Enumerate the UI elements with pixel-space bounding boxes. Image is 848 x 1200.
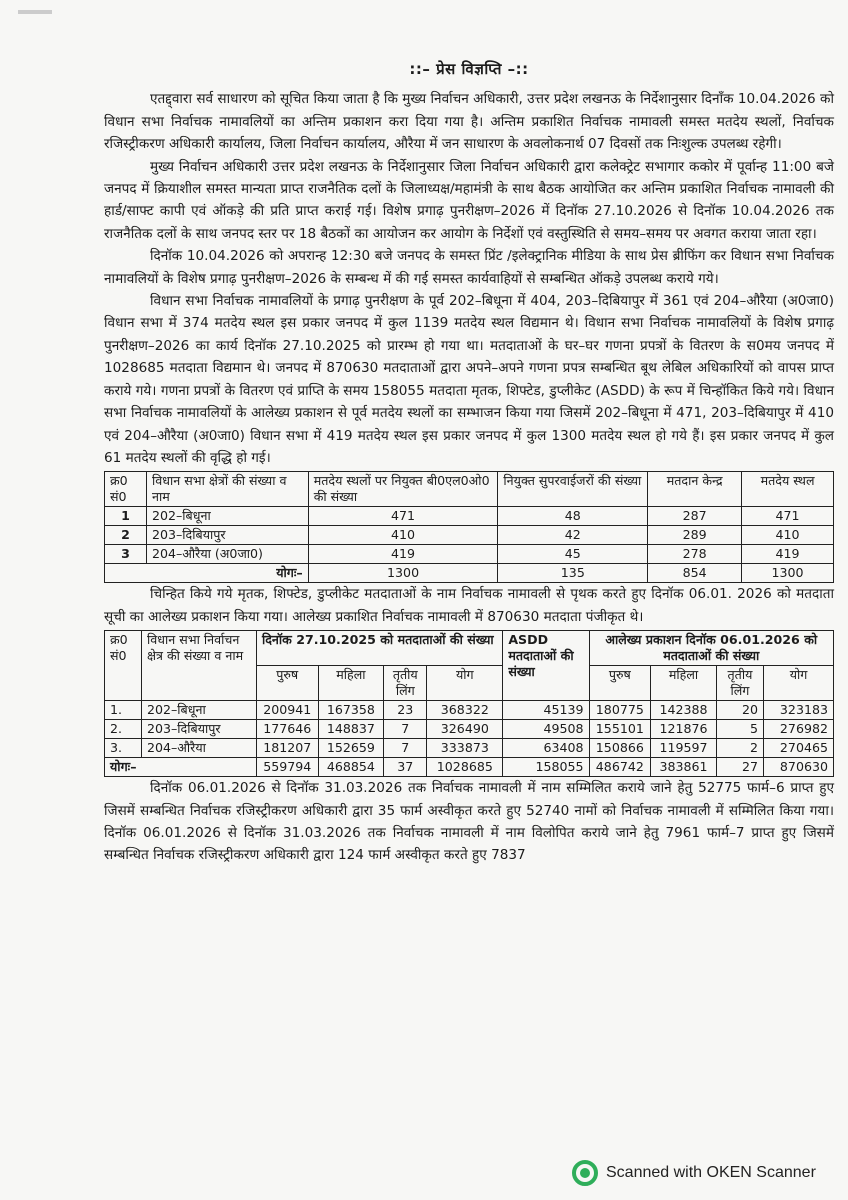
table-cell: 155101 [589,720,651,739]
table-cell: 202–बिधूना [146,507,308,526]
table-row [105,739,834,758]
table-cell: 27 [716,758,763,777]
total-label: योगः– [105,758,257,777]
table-header-cell: नियुक्त सुपरवाईजरों की संख्या [498,472,648,507]
table-cell: 152659 [318,739,384,758]
table-cell: 3 [105,545,147,564]
table-cell: 278 [648,545,742,564]
table-cell: 559794 [256,758,318,777]
scanner-logo-icon [572,1160,598,1186]
table-cell: 419 [742,545,834,564]
table-header-cell: विधान सभा निर्वाचन क्षेत्र की संख्या व नाम [141,631,256,701]
table-cell: 383861 [651,758,717,777]
table-header-cell: तृतीय लिंग [384,666,427,701]
voters-count-table [104,630,834,777]
table-header-cell: पुरुष [256,666,318,701]
table-cell: 1 [105,507,147,526]
table-cell: 410 [308,526,498,545]
table-cell: 419 [308,545,498,564]
paragraph-4: विधान सभा निर्वाचक नामावलियों के प्रगाढ़ पुनरीक्षण के पूर्व 202–बिधूना में 404, 203–दिबियापुर में 361 एवं 204–औरैया (अ0जा0) विधान सभा में 374 मतदेय स्थल इस प्रकार जनपद में कुल 1139 मतदेय स्थल विद्यमान थे। विधान सभा निर्वाचक नामावलियों के विशेष प्रगाढ़ पुनरीक्षण–2026 का कार्य दिनॉक 27.10.2025 को प्रारम्भ हो गया था। मतदाताओं के घर–घर गणना प्रपत्रों के वितरण के स0मय जनपद में 1028685 मतदाता विद्यमान थे। जनपद में 870630 मतदाताओं द्वारा अपने–अपने गणना प्रपत्र सम्बन्धित बूथ लेबिल अधिकारियों को वापस प्राप्त कराये गये। गणना प्रपत्रों के वितरण एवं प्राप्ति के समय 158055 मतदाता मृतक, शिफ्टेड, डुप्लीकेट (ASDD) के रूप में चिन्हॉकित किये गये। विधान सभा निर्वाचक नामावलियों के आलेख्य प्रकाशन से पूर्व मतदेय स्थलों का सम्भाजन किया गया जिसमें 202–बिधूना में 471, 203–दिबियापुर में 410 एवं 204–औरैया (अ0जा0) विधान सभा में 419 मतदेय स्थल इस प्रकार जनपद में कुल 1300 मतदेय स्थल हो गये हैं। इस प्रकार जनपद में कुल 61 मतदेय स्थलों की वृद्धि हो गई। [104,293,834,466]
table-cell: 203–दिबियापुर [146,526,308,545]
table-cell: 1300 [308,564,498,583]
table-cell: 121876 [651,720,717,739]
table-cell: 204–औरैया [141,739,256,758]
table-row [105,526,834,545]
table-cell: 471 [742,507,834,526]
table-cell: 468854 [318,758,384,777]
table-header-row [105,472,834,507]
table-header-cell: मतदेय स्थल [742,472,834,507]
table-header-cell: योग [427,666,503,701]
total-label: योगः– [105,564,309,583]
paragraph-6: दिनॉक 06.01.2026 से दिनॉक 31.03.2026 तक निर्वाचक नामावली में नाम सम्मिलित कराये जाने हेतु 52775 फार्म–6 प्राप्त हुए जिसमें सम्बन्धित निर्वाचक रजिस्ट्रीकरण अधिकारी द्वारा 35 फार्म अस्वीकृत करते हुए 52740 नामों को निर्वाचक नामावली में सम्मिलित किया गया। दिनॉक 06.01.2026 से दिनॉक 31.03.2026 तक निर्वाचक नामावली में नाम विलोपित कराये जाने हेतु 7961 फार्म–7 प्राप्त हुए जिसमें सम्बन्धित निर्वाचक रजिस्ट्रीकरण अधिकारी द्वारा 124 फार्म अस्वीकृत करते हुए 7837 [104,780,834,864]
table-cell: 276982 [764,720,834,739]
table-cell: 135 [498,564,648,583]
table-cell: 181207 [256,739,318,758]
table-cell: 63408 [503,739,589,758]
table-cell: 7 [384,739,427,758]
table-cell: 3. [105,739,142,758]
table-cell: 119597 [651,739,717,758]
table-cell: 23 [384,701,427,720]
table-cell: 49508 [503,720,589,739]
table-header-cell: विधान सभा क्षेत्रों की संख्या व नाम [146,472,308,507]
table-cell: 2 [105,526,147,545]
table-total-row [105,758,834,777]
table-row [105,545,834,564]
polling-stations-table [104,471,834,583]
table-cell: 270465 [764,739,834,758]
table-cell: 7 [384,720,427,739]
table-header-cell: योग [764,666,834,701]
table-header-cell: ASDD मतदाताओं की संख्या [503,631,589,701]
table-cell: 333873 [427,739,503,758]
press-release-page [104,58,834,867]
table-cell: 45139 [503,701,589,720]
table-cell: 1300 [742,564,834,583]
table-cell: 1. [105,701,142,720]
table-header-cell: महिला [651,666,717,701]
table-cell: 200941 [256,701,318,720]
scanner-watermark [572,1160,816,1186]
table-total-row [105,564,834,583]
table-row [105,701,834,720]
table-cell: 287 [648,507,742,526]
table-row [105,720,834,739]
table-header-row [105,631,834,666]
table-cell: 854 [648,564,742,583]
table-row [105,507,834,526]
table-cell: 180775 [589,701,651,720]
table-header-cell: क्र0 सं0 [105,631,142,701]
table-cell: 486742 [589,758,651,777]
table-header-cell: क्र0 सं0 [105,472,147,507]
table-header-cell: मतदान केन्द्र [648,472,742,507]
table-cell: 289 [648,526,742,545]
table-cell: 37 [384,758,427,777]
table-cell: 42 [498,526,648,545]
table-cell: 870630 [764,758,834,777]
table-cell: 177646 [256,720,318,739]
table-cell: 48 [498,507,648,526]
table-header-cell: दिनॉक 27.10.2025 को मतदाताओं की संख्या [256,631,502,666]
table-cell: 158055 [503,758,589,777]
paragraph-1: एतद्द्वारा सर्व साधारण को सूचित किया जाता है कि मुख्य निर्वाचन अधिकारी, उत्तर प्रदेश लखनऊ के निर्देशानुसार दिनाँक 10.04.2026 को विधान सभा निर्वाचक नामावलियों का अन्तिम प्रकाशन करा दिया गया है। अन्तिम प्रकाशित निर्वाचक नामावली समस्त मतदेय स्थलों, निर्वाचक रजिस्ट्रीकरण अधिकारी कार्यालय, जिला निर्वाचन कार्यालय, औरैया में जन साधारण के अवलोकनार्थ 07 दिवसों तक निःशुल्क उपलब्ध रहेगी। [104,91,834,153]
table-cell: 204–औरैया (अ0जा0) [146,545,308,564]
table-cell: 471 [308,507,498,526]
table-cell: 1028685 [427,758,503,777]
page-title: ::– प्रेस विज्ञप्ति –:: [409,60,529,78]
table-cell: 142388 [651,701,717,720]
table-header-cell: पुरुष [589,666,651,701]
scan-edge-mark [18,10,52,14]
table-cell: 2 [716,739,763,758]
table-cell: 167358 [318,701,384,720]
table-cell: 2. [105,720,142,739]
table-cell: 20 [716,701,763,720]
paragraph-3: दिनॉक 10.04.2026 को अपरान्ह 12:30 बजे जनपद के समस्त प्रिंट /इलेक्ट्रानिक मीडिया के साथ प्रेस ब्रीफिंग कर विधान सभा निर्वाचक नामावलियों के विशेष प्रगाढ़ पुनरीक्षण–2026 के सम्बन्ध में की गई समस्त कार्यवाहियों से सम्बन्धित ऑकड़े उपलब्ध कराये गये। [104,248,834,287]
table-cell: 203–दिबियापुर [141,720,256,739]
paragraph-5: चिन्हित किये गये मृतक, शिफ्टेड, डुप्लीकेट मतदाताओं के नाम निर्वाचक नामावली से पृथक करते हुए दिनॉक 06.01. 2026 को मतदाता सूची का आलेख्य प्रकाशन किया गया। आलेख्य प्रकाशित निर्वाचक नामावली में 870630 मतदाता पंजीकृत थे। [104,586,834,625]
table-header-cell: महिला [318,666,384,701]
table-cell: 323183 [764,701,834,720]
table-cell: 202–बिधूना [141,701,256,720]
table-cell: 326490 [427,720,503,739]
table-header-cell: तृतीय लिंग [716,666,763,701]
table-cell: 45 [498,545,648,564]
paragraph-2: मुख्य निर्वाचन अधिकारी उत्तर प्रदेश लखनऊ के निर्देशानुसार जिला निर्वाचन अधिकारी द्वारा कलेक्ट्रेट सभागार ककोर में पूर्वान्ह 11:00 बजे जनपद में क्रियाशील समस्त मान्यता प्राप्त राजनैतिक दलों के जिलाध्यक्ष/महामंत्री के साथ बैठक आयोजित कर अन्तिम प्रकाशित निर्वाचक नामावली की हार्ड/साफ्ट कापी एवं ऑकड़े की प्रति प्राप्त कराई गई। विशेष प्रगाढ़ पुनरीक्षण–2026 में दिनॉक 27.10.2026 से दिनॉक 10.04.2026 तक राजनैतिक दलों के साथ जनपद स्तर पर 18 बैठकों का आयोजन कर आयोग के निर्देशों एवं वस्तुस्थिति से समय–समय पर अवगत कराया जाता रहा। [104,158,834,242]
table-cell: 368322 [427,701,503,720]
scanner-text: Scanned with OKEN Scanner [606,1164,816,1181]
table-cell: 410 [742,526,834,545]
table-cell: 5 [716,720,763,739]
table-cell: 148837 [318,720,384,739]
table-header-cell: आलेख्य प्रकाशन दिनॉक 06.01.2026 को मतदाताओं की संख्या [589,631,833,666]
table-cell: 150866 [589,739,651,758]
table-header-cell: मतदेय स्थलों पर नियुक्त बी0एल0ओ0 की संख्या [308,472,498,507]
